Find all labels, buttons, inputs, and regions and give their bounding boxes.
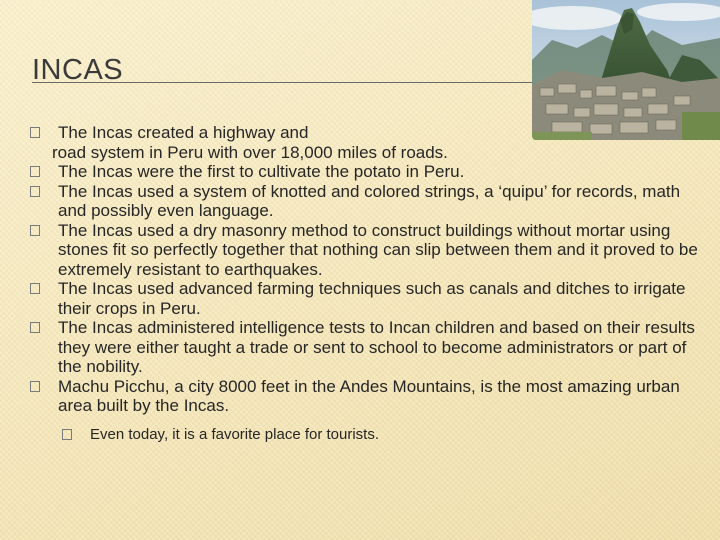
bullet-text: The Incas used advanced farming techniques such as canals and ditches to irrigate their crops in Peru. [58,279,686,318]
machu-picchu-illustration [532,0,720,140]
list-item [30,279,710,318]
list-item [30,162,710,182]
bullet-text-line2: road system in Peru with over 18,000 miles of roads. [52,142,448,162]
slide-title: INCAS [32,54,124,86]
sub-list-item [30,426,710,444]
machu-picchu-photo [532,0,720,140]
bullet-text: The Incas used a dry masonry method to construct buildings without mortar using stones fit so perfectly together that nothing can slip between them and it proved to be extremely resistant to earthquakes. [58,220,698,279]
title-underline [32,82,532,83]
square-bullet-icon [30,381,40,392]
list-item [30,182,710,221]
square-bullet-icon [30,127,40,138]
list-item [30,221,710,280]
bullet-text: The Incas used a system of knotted and colored strings, a ‘quipu’ for records, math and possibly even language. [58,181,681,220]
list-item [30,318,710,377]
square-bullet-icon [62,429,72,440]
bullet-text: Machu Picchu, a city 8000 feet in the Andes Mountains, is the most amazing urban area built by the Incas. [58,376,680,415]
bullet-text: The Incas administered intelligence tests to Incan children and based on their results they were either taught a trade or sent to school to become administrators or part of the nobility. [58,318,695,376]
bullet-text: The Incas were the first to cultivate the potato in Peru. [58,162,465,181]
square-bullet-icon [30,225,40,236]
square-bullet-icon [30,322,40,333]
sub-bullet-text: Even today, it is a favorite place for tourists. [90,425,380,443]
square-bullet-icon [30,166,40,177]
bullet-text-line1: The Incas created a highway and [58,123,309,142]
square-bullet-icon [30,186,40,197]
square-bullet-icon [30,283,40,294]
bullet-list [30,123,710,444]
list-item [30,123,710,162]
list-item [30,377,710,416]
